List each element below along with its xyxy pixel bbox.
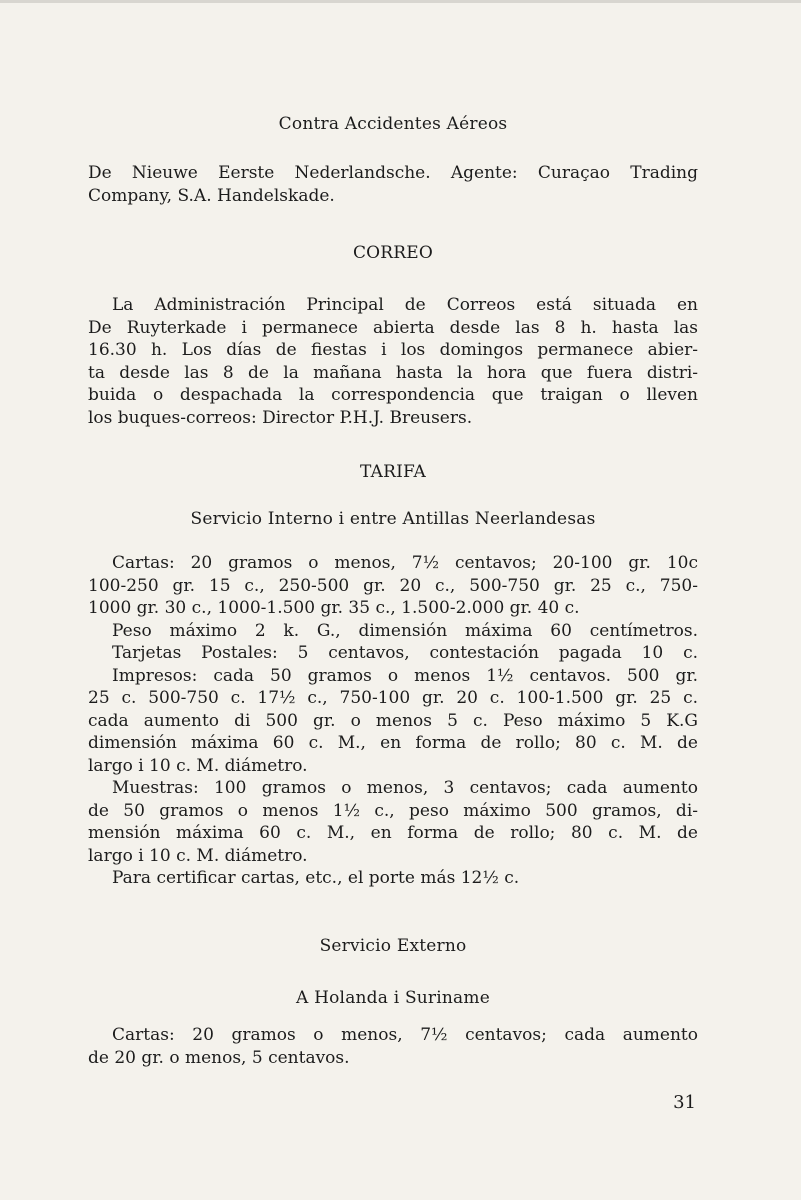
text-line: 25 c. 500-750 c. 17½ c., 750-100 gr. 20 c. 100-1.500 gr. 25 c. [88, 688, 698, 708]
text-line: de 20 gr. o menos, 5 centavos. [88, 1047, 350, 1068]
text-line: los buques-correos: Director P.H.J. Breusers. [88, 407, 473, 428]
text-line: Cartas: 20 gramos o menos, 7½ centavos; 20-100 gr. 10c [112, 553, 698, 573]
text-line: dimensión máxima 60 c. M., en forma de rollo; 80 c. M. de [88, 733, 698, 753]
document-page [88, 0, 698, 1200]
text-line: cada aumento di 500 gr. o menos 5 c. Peso máximo 5 K.G [88, 710, 698, 731]
text-line: 16.30 h. Los días de fiestas i los domingos permanece abier- [88, 340, 698, 360]
page-number: 31 [673, 1092, 696, 1113]
text-line: largo i 10 c. M. diámetro. [88, 755, 308, 776]
text-line: La Administración Principal de Correos está situada en [112, 295, 698, 315]
heading-holanda-suriname: A Holanda i Suriname [296, 988, 490, 1008]
text-line: ta desde las 8 de la mañana hasta la hora que fuera distri- [88, 362, 698, 383]
paragraph-accidentes [88, 162, 698, 207]
paragraph-servicio-interno [88, 552, 698, 890]
text-line: buida o despachada la correspondencia que traigan o lleven [88, 385, 698, 405]
heading-servicio-interno: Servicio Interno i entre Antillas Neerlandesas [190, 509, 596, 529]
text-line: De Nieuwe Eerste Nederlandsche. Agente: Curaçao Trading [88, 163, 698, 183]
paragraph-correo [88, 294, 698, 429]
paragraph-holanda [88, 1024, 698, 1069]
text-line: 100-250 gr. 15 c., 250-500 gr. 20 c., 500-750 gr. 25 c., 750- [88, 575, 698, 596]
text-line: Tarjetas Postales: 5 centavos, contestación pagada 10 c. [112, 643, 698, 663]
text-line: 1000 gr. 30 c., 1000-1.500 gr. 35 c., 1.500-2.000 gr. 40 c. [88, 598, 580, 618]
text-line: de 50 gramos o menos 1½ c., peso máximo 500 gramos, di- [88, 800, 698, 821]
text-line: largo i 10 c. M. diámetro. [88, 845, 308, 866]
text-line: Cartas: 20 gramos o menos, 7½ centavos; cada aumento [112, 1025, 698, 1045]
heading-correo: CORREO [352, 243, 434, 263]
heading-contra-accidentes: Contra Accidentes Aéreos [278, 114, 508, 134]
text-line: De Ruyterkade i permanece abierta desde las 8 h. hasta las [88, 317, 698, 338]
text-line: Company, S.A. Handelskade. [88, 185, 335, 206]
heading-tarifa: TARIFA [360, 462, 426, 482]
text-line: Para certificar cartas, etc., el porte más 12½ c. [112, 868, 520, 888]
text-line: mensión máxima 60 c. M., en forma de rollo; 80 c. M. de [88, 823, 698, 843]
heading-servicio-externo: Servicio Externo [319, 936, 467, 956]
text-line: Impresos: cada 50 gramos o menos 1½ centavos. 500 gr. [112, 665, 698, 686]
text-line: Peso máximo 2 k. G., dimensión máxima 60 centímetros. [112, 620, 698, 641]
text-line: Muestras: 100 gramos o menos, 3 centavos; cada aumento [112, 778, 698, 798]
